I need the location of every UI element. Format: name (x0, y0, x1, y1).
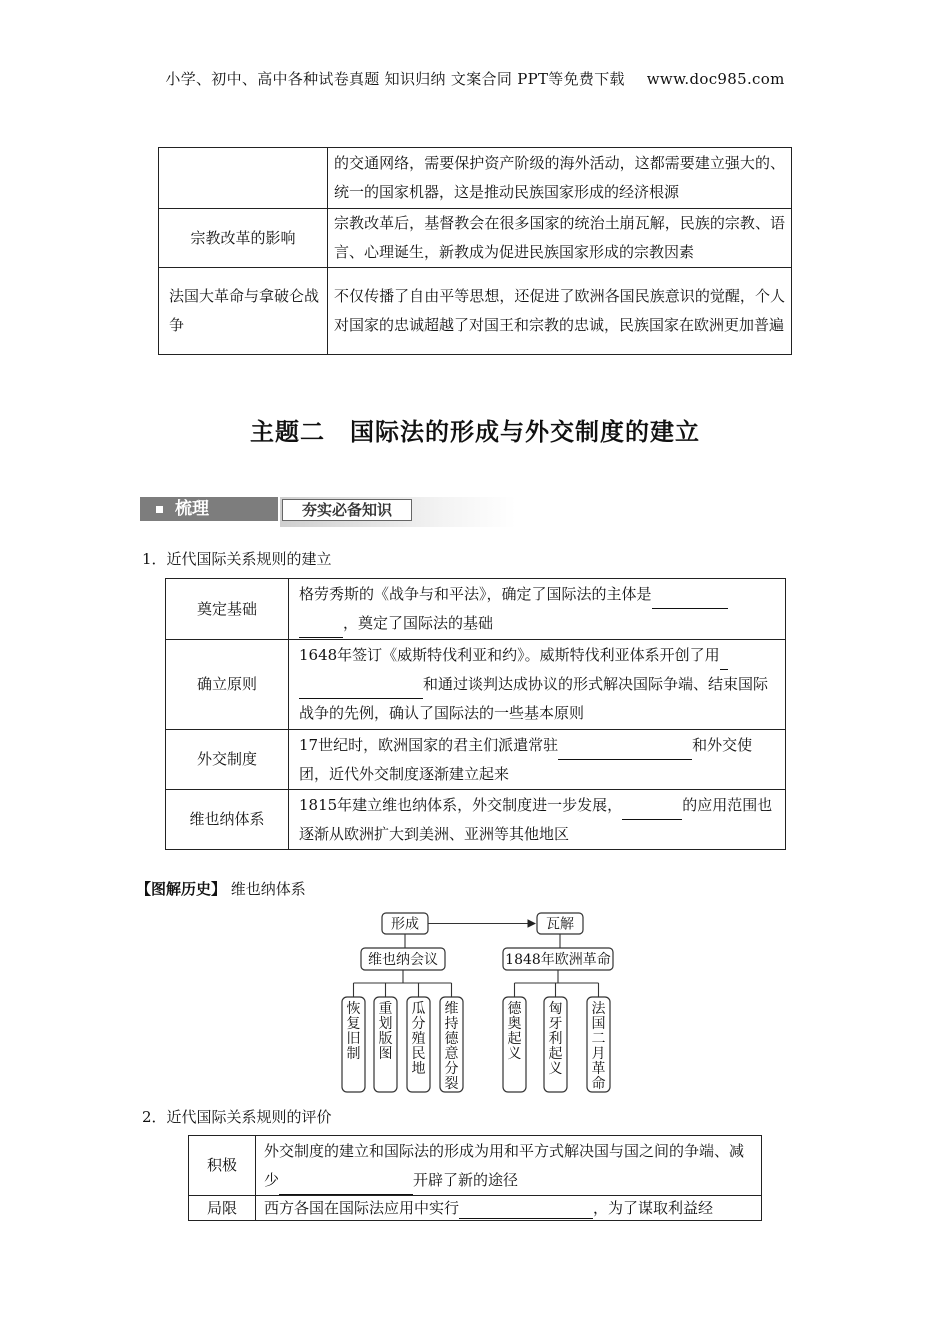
banner-subtitle: 夯实必备知识 (282, 499, 412, 521)
cell-text: 和外交使团，近代外交制度逐渐建立起来 (299, 735, 753, 783)
figure-label: 【图解历史】 (136, 880, 227, 898)
table-value-cell (256, 1196, 762, 1221)
fill-blank[interactable] (279, 1174, 413, 1195)
banner-tag (140, 497, 278, 521)
header-text: 小学、初中、高中各种试卷真题 知识归纳 文案合同 PPT等免费下载 (165, 70, 625, 88)
table-key-cell: 积极 (189, 1136, 256, 1196)
table-value-cell (289, 790, 786, 850)
table-key-cell (159, 148, 328, 209)
table-value-cell (289, 640, 786, 730)
table-key-cell: 维也纳体系 (166, 790, 289, 850)
table-key-cell: 法国大革命与拿破仑战争 (159, 268, 328, 355)
connector-line (515, 970, 599, 997)
page-header (0, 68, 950, 89)
leaf-label: 维持德意分裂 (444, 1001, 459, 1092)
label-collapse: 瓦解 (546, 916, 574, 933)
leaf-label: 匈牙利起义 (548, 1001, 563, 1077)
table-value-cell: 宗教改革后，基督教会在很多国家的统治土崩瓦解，民族的宗教、语言、心理诞生，新教成为促进民族国家形成的宗教因素 (328, 209, 792, 268)
label-right-root: 1848年欧洲革命 (505, 952, 611, 968)
table-row (159, 148, 792, 209)
cell-text: ，为了谋取利益经 (593, 1199, 714, 1217)
cell-text: 的应用范围也逐渐从欧洲扩大到美洲、亚洲等其他地区 (299, 795, 773, 843)
table-value-cell (289, 579, 786, 640)
table-key-cell: 外交制度 (166, 730, 289, 790)
table-value-cell (289, 730, 786, 790)
fill-blank[interactable] (459, 1200, 593, 1219)
fill-blank[interactable] (720, 649, 728, 670)
table-row (166, 640, 786, 730)
vienna-system-diagram (330, 905, 630, 1097)
connector-line (354, 970, 452, 997)
fill-blank[interactable] (299, 678, 423, 699)
leaf-label: 瓜分殖民地 (411, 1001, 426, 1077)
evaluation-table (188, 1135, 762, 1221)
topic-title: 主题二 国际法的形成与外交制度的建立 (250, 418, 700, 446)
fill-blank[interactable] (652, 588, 728, 609)
rules-table (165, 578, 786, 850)
table-row (166, 790, 786, 850)
figure-title (136, 878, 306, 899)
cell-text: ，奠定了国际法的基础 (343, 614, 494, 632)
cell-text: 格劳秀斯的《战争与和平法》，确定了国际法的主体是 (299, 585, 652, 603)
label-form: 形成 (391, 916, 419, 933)
cell-text: 1815年建立维也纳体系，外交制度进一步发展， (299, 795, 623, 814)
table-value-cell: 的交通网络，需要保护资产阶级的海外活动，这都需要建立强大的、统一的国家机器，这是推动民族国家形成的经济根源 (328, 148, 792, 209)
cell-text: 西方各国在国际法应用中实行 (264, 1199, 460, 1217)
header-site[interactable]: www.doc985.com (646, 70, 785, 88)
section2-heading: 2．近代国际关系规则的评价 (142, 1108, 332, 1126)
table-value-cell (256, 1136, 762, 1196)
leaf-label: 法国二月革命 (591, 1001, 606, 1092)
leaf-label: 恢复旧制 (346, 1001, 361, 1062)
table-key-cell: 宗教改革的影响 (159, 209, 328, 268)
nation-state-table (158, 147, 792, 355)
fill-blank[interactable] (299, 617, 343, 638)
table-row (159, 268, 792, 355)
leaf-label: 德奥起义 (507, 1001, 522, 1062)
banner-tag-label: 梳理 (175, 499, 209, 519)
table-row (189, 1136, 762, 1196)
leaf-label: 重划版图 (378, 1001, 393, 1062)
table-row (189, 1196, 762, 1221)
table-key-cell: 奠定基础 (166, 579, 289, 640)
section1-heading: 1．近代国际关系规则的建立 (142, 550, 332, 568)
section-banner (140, 497, 516, 527)
figure-caption: 维也纳体系 (230, 880, 306, 898)
cell-text: 17世纪时，欧洲国家的君主们派遣常驻 (299, 735, 559, 754)
cell-text: 外交制度的建立和国际法的形成为用和平方式解决国与国之间的争端、减少 (264, 1141, 745, 1189)
cell-text: 开辟了新的途径 (413, 1170, 519, 1189)
square-bullet-icon (156, 506, 163, 513)
cell-text: 1648年签订《威斯特伐利亚和约》。威斯特伐利亚体系开创了用 (299, 646, 720, 664)
table-row (166, 730, 786, 790)
fill-blank[interactable] (622, 799, 682, 820)
label-left-root: 维也纳会议 (368, 952, 438, 968)
table-row (166, 579, 786, 640)
cell-text: 和通过谈判达成协议的形式解决国际争端、结束国际战争的先例，确认了国际法的一些基本原则 (299, 675, 769, 722)
table-key-cell: 确立原则 (166, 640, 289, 730)
table-key-cell: 局限 (189, 1196, 256, 1221)
table-value-cell: 不仅传播了自由平等思想，还促进了欧洲各国民族意识的觉醒，个人对国家的忠诚超越了对国王和宗教的忠诚，民族国家在欧洲更加普遍 (328, 268, 792, 355)
table-row (159, 209, 792, 268)
fill-blank[interactable] (558, 739, 692, 760)
